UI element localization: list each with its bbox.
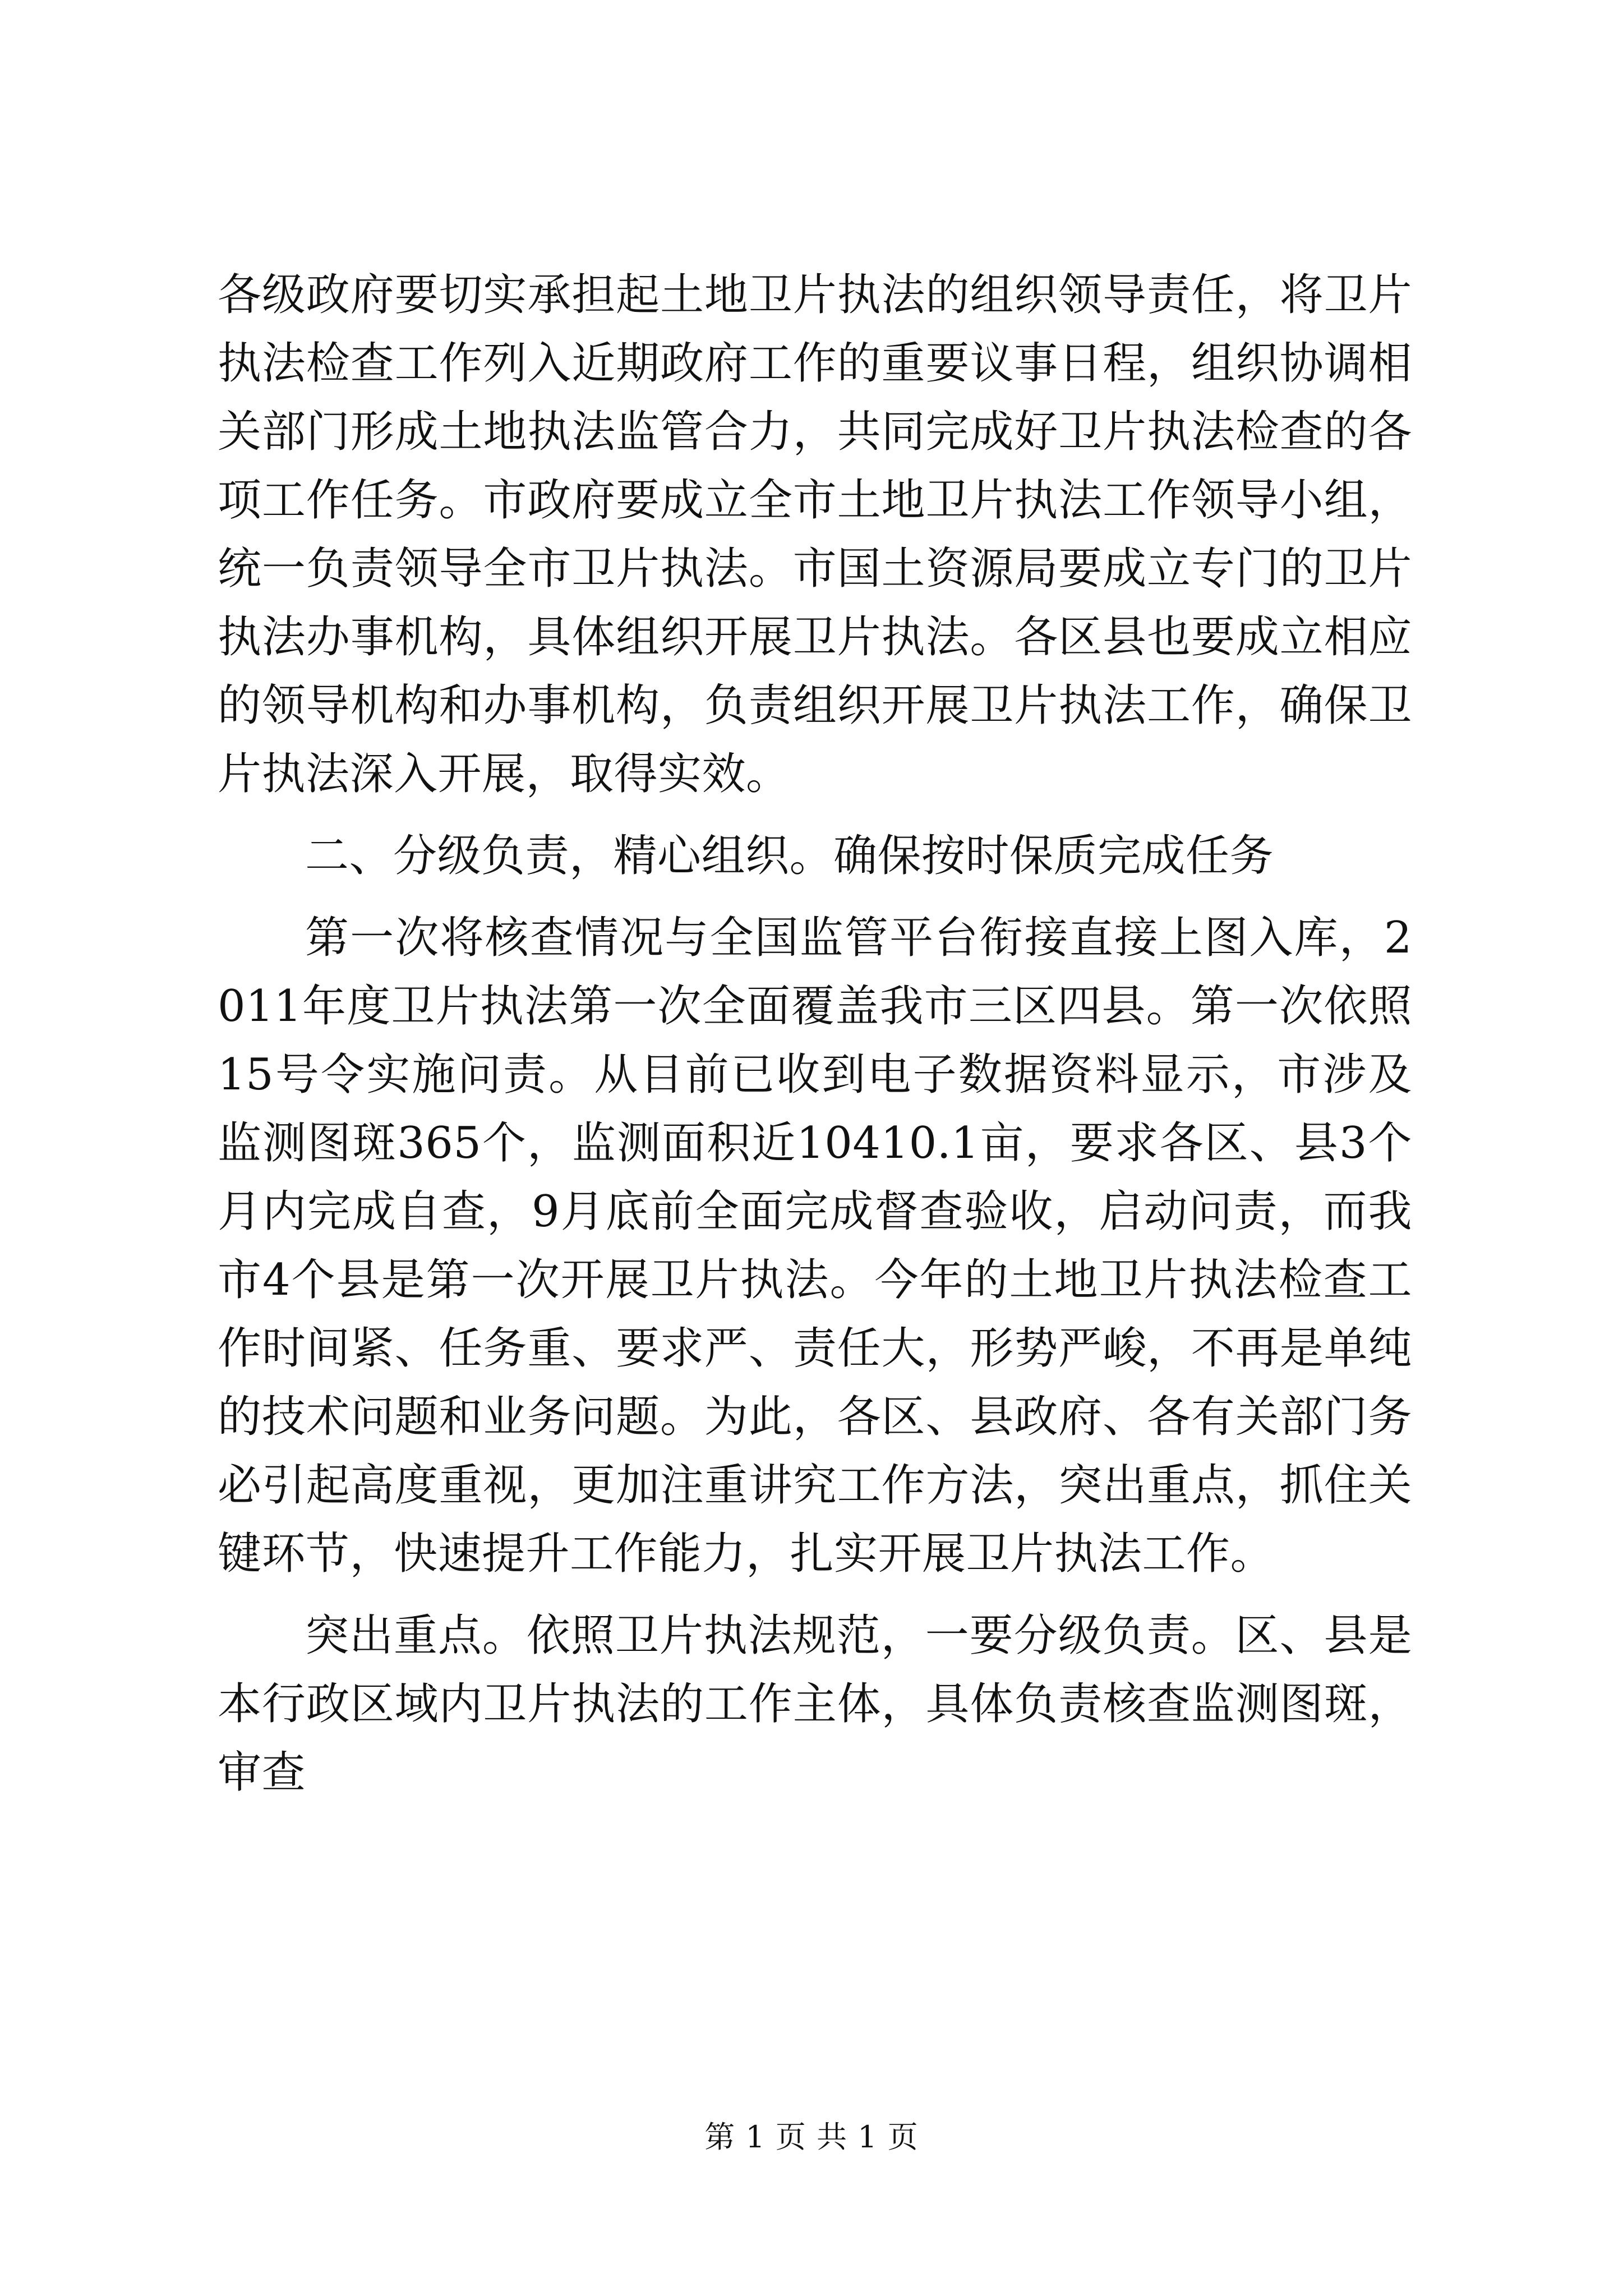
body-paragraph-1: 各级政府要切实承担起土地卫片执法的组织领导责任，将卫片执法检查工作列入近期政府工作的重要议事日程，组织协调相关部门形成土地执法监管合力，共同完成好卫片执法检查的各项工作任务。市政府要成立全市土地卫片执法工作领导小组，统一负责领导全市卫片执法。市国土资源局要成立专门的卫片执法办事机构，具体组织开展卫片执法。各区县也要成立相应的领导机构和办事机构，负责组织开展卫片执法工作，确保卫片执法深入开展，取得实效。 [218,270,1412,799]
body-paragraph-2: 第一次将核查情况与全国监管平台衔接直接上图入库，2011年度卫片执法第一次全面覆盖我市三区四县。第一次依照15号令实施问责。从目前已收到电子数据资料显示，市涉及监测图斑365个，监测面积近10410.1亩，要求各区、县3个月内完成自查，9月底前全面完成督查验收，启动问责，而我市4个县是第一次开展卫片执法。今年的土地卫片执法检查工作时间紧、任务重、要求严、责任大，形势严峻，不再是单纯的技术问题和业务问题。为此，各区、县政府、各有关部门务必引起高度重视，更加注重讲究工作方法，突出重点，抓住关键环节，快速提升工作能力，扎实开展卫片执法工作。 [218,913,1412,1579]
section-heading: 二、分级负责，精心组织。确保按时保质完成任务 [305,831,1274,881]
body-paragraph-3: 突出重点。依照卫片执法规范，一要分级负责。区、县是本行政区域内卫片执法的工作主体，具体负责核查监测图斑，审查 [218,1611,1412,1798]
page-footer: 第 1 页 共 1 页 [704,2119,919,2155]
document-body [218,261,1412,1807]
